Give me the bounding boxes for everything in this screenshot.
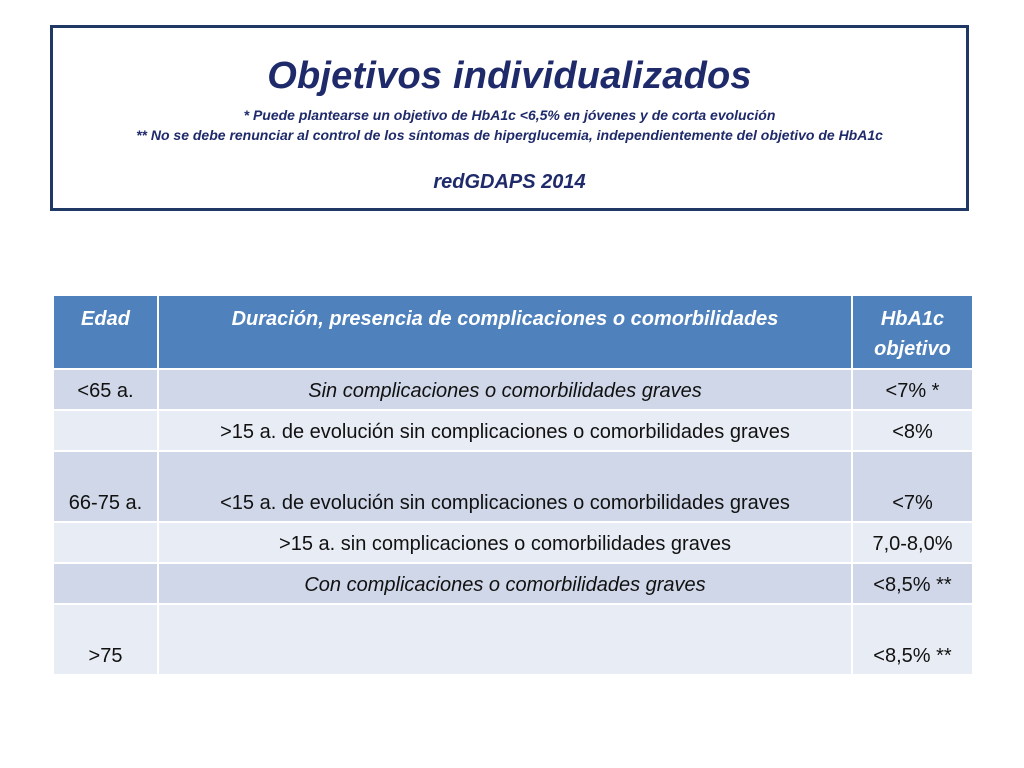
- title-box: [50, 25, 969, 211]
- objectives-table: [52, 294, 974, 676]
- cell-edad: 66-75 a.: [53, 451, 158, 522]
- cell-duracion: Sin complicaciones o comorbilidades graves: [158, 369, 852, 410]
- cell-hba1c: 7,0-8,0%: [852, 522, 973, 563]
- table-row: [53, 563, 973, 604]
- slide-title: Objetivos individualizados: [267, 55, 752, 97]
- cell-hba1c: <8,5% **: [852, 604, 973, 675]
- cell-duracion: [158, 604, 852, 675]
- cell-edad: [53, 410, 158, 451]
- table-row: [53, 451, 973, 522]
- cell-hba1c: <8%: [852, 410, 973, 451]
- cell-duracion: >15 a. de evolución sin complicaciones o comorbilidades graves: [158, 410, 852, 451]
- source-label: redGDAPS 2014: [433, 171, 586, 193]
- table-header-row: [53, 295, 973, 369]
- cell-edad: <65 a.: [53, 369, 158, 410]
- table-row: [53, 410, 973, 451]
- header-duracion: Duración, presencia de complicaciones o comorbilidades: [158, 295, 852, 369]
- cell-hba1c: <8,5% **: [852, 563, 973, 604]
- cell-hba1c: <7% *: [852, 369, 973, 410]
- table-row: [53, 369, 973, 410]
- table-row: [53, 604, 973, 675]
- cell-edad: [53, 563, 158, 604]
- cell-duracion: <15 a. de evolución sin complicaciones o comorbilidades graves: [158, 451, 852, 522]
- header-hba1c: HbA1c objetivo: [852, 295, 973, 369]
- header-edad: Edad: [53, 295, 158, 369]
- cell-duracion: >15 a. sin complicaciones o comorbilidades graves: [158, 522, 852, 563]
- cell-duracion: Con complicaciones o comorbilidades graves: [158, 563, 852, 604]
- table-row: [53, 522, 973, 563]
- cell-edad: >75: [53, 604, 158, 675]
- cell-edad: [53, 522, 158, 563]
- footnote-2: ** No se debe renunciar al control de los síntomas de hiperglucemia, independientemente del objetivo de HbA1c: [136, 127, 883, 143]
- cell-hba1c: <7%: [852, 451, 973, 522]
- footnote-1: * Puede plantearse un objetivo de HbA1c <6,5% en jóvenes y de corta evolución: [243, 107, 776, 123]
